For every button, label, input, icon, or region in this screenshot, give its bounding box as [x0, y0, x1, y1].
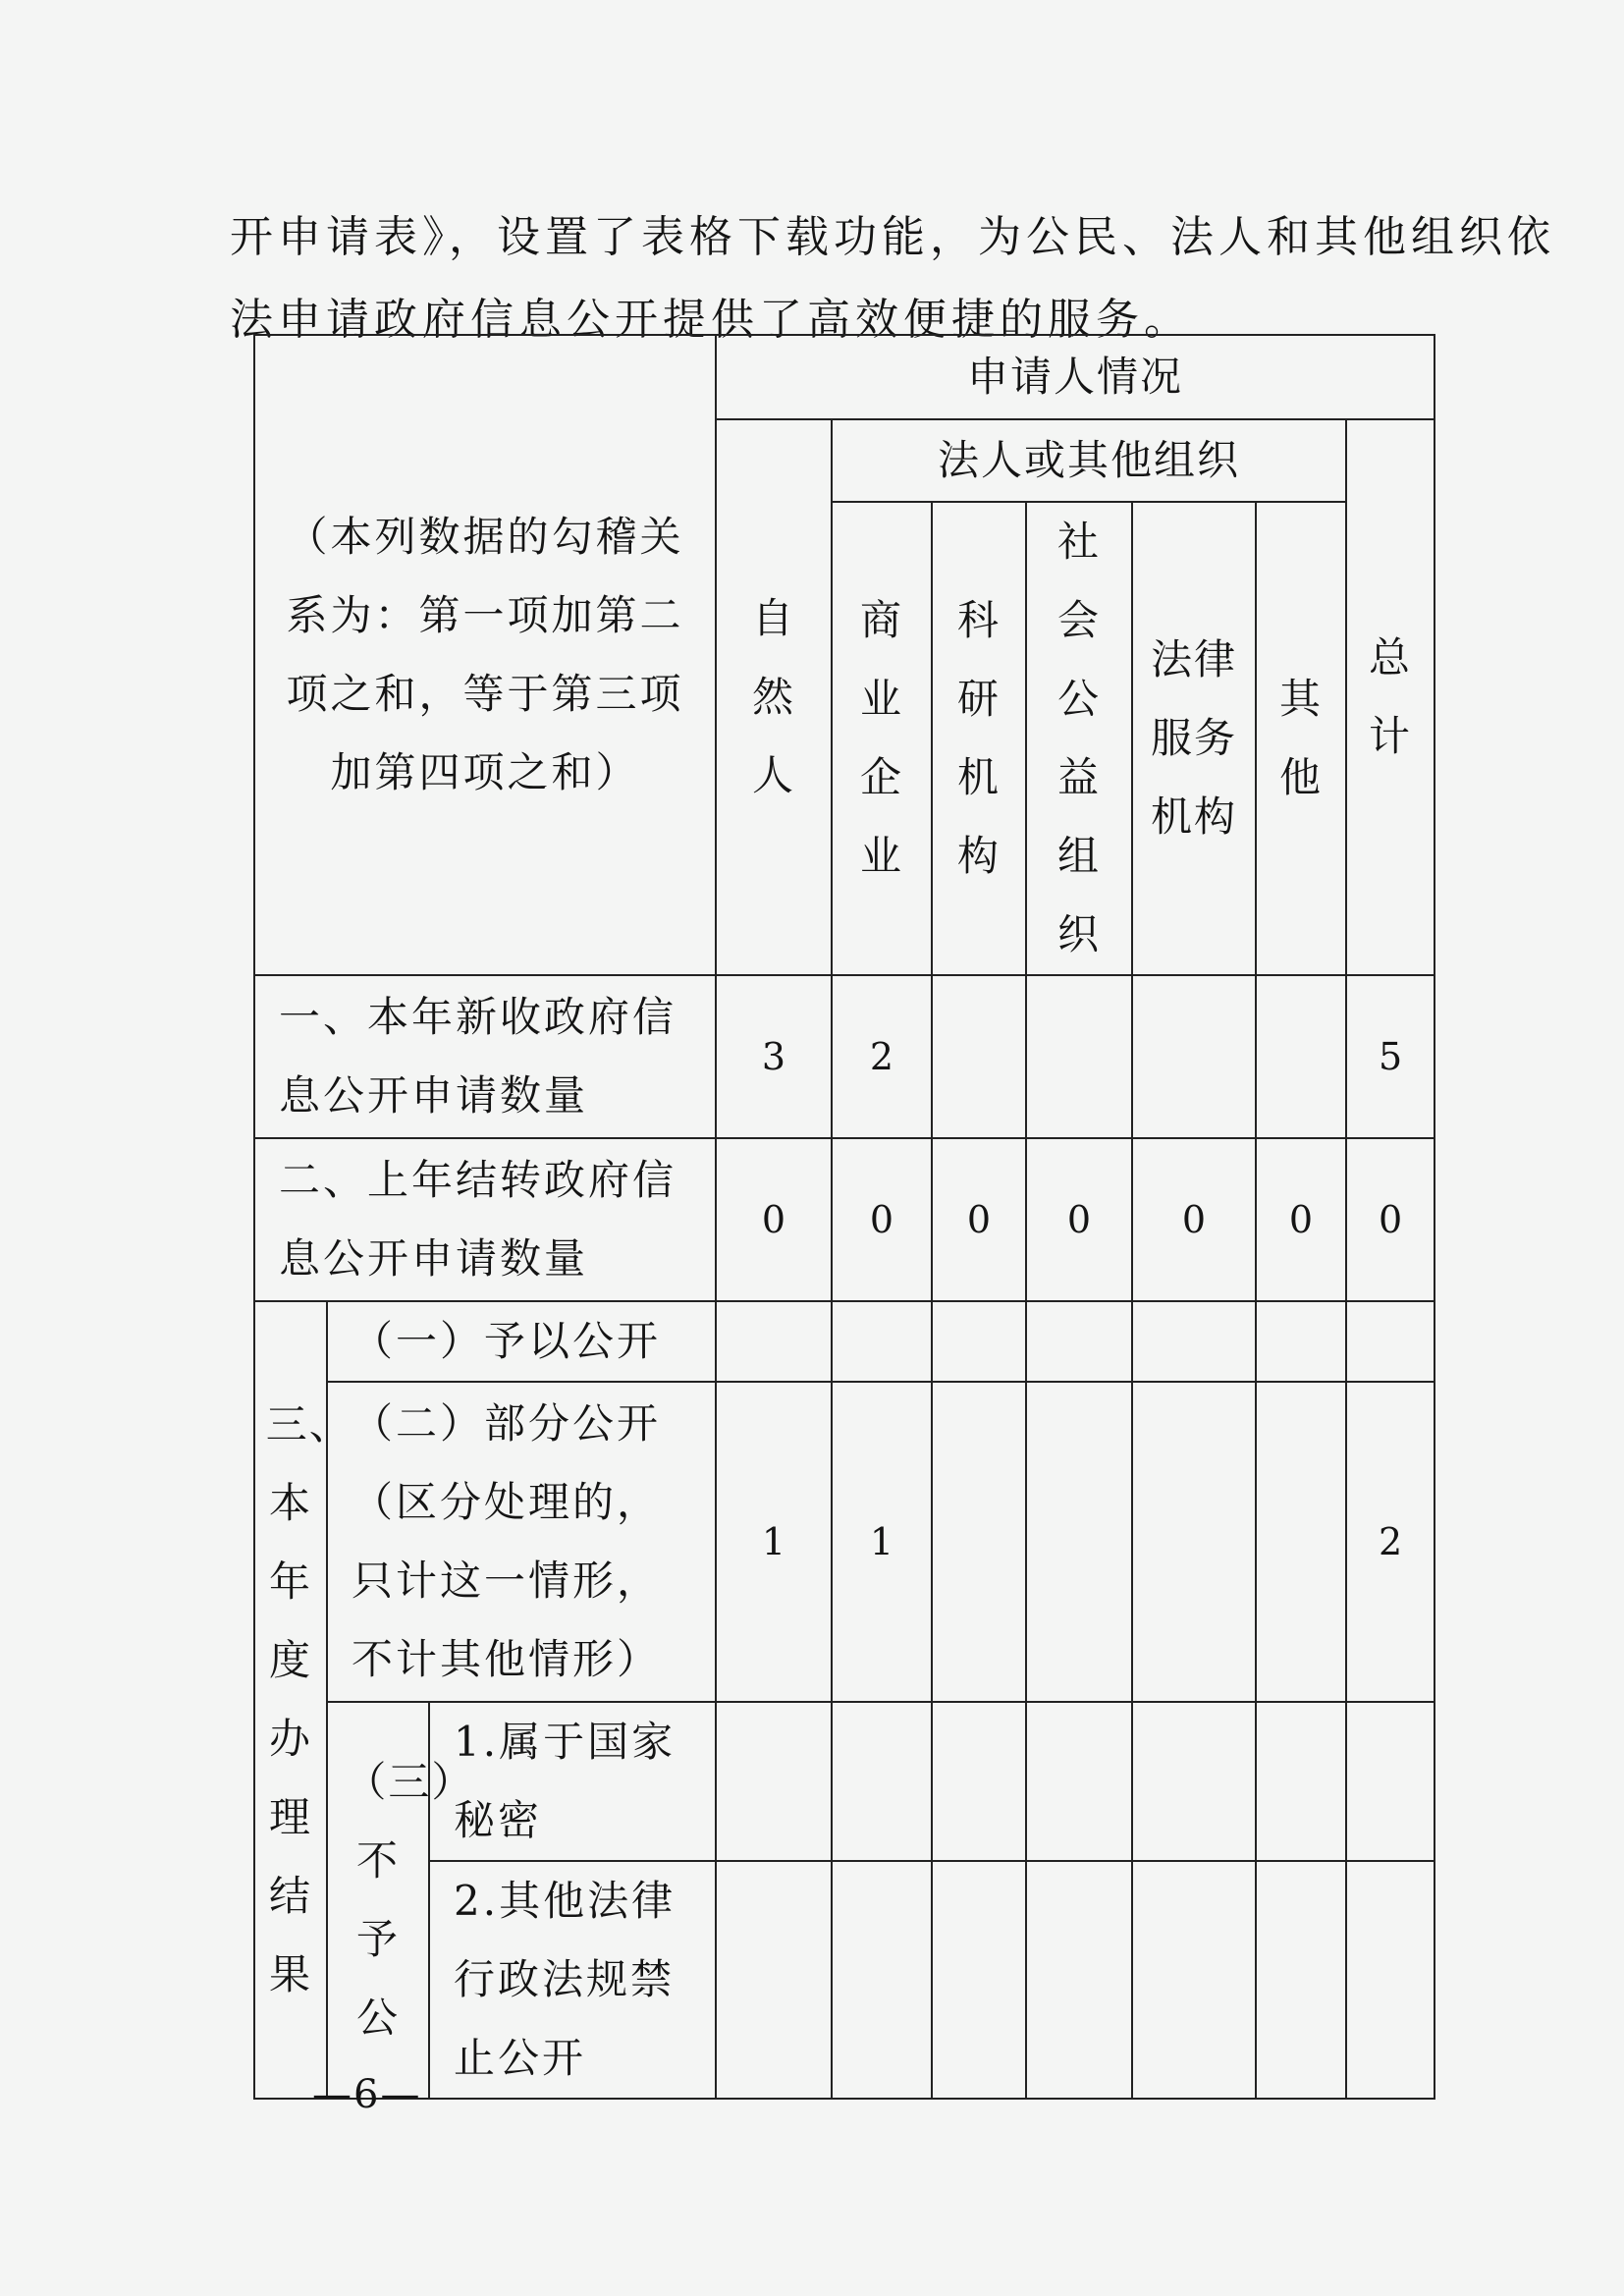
- header-natural-person: 自然人: [716, 419, 832, 975]
- table-cell: 1: [716, 1382, 832, 1702]
- table-cell: 0: [1132, 1138, 1256, 1301]
- statistics-table: [253, 334, 1435, 2100]
- row-label: 一、本年新收政府信息公开申请数量: [254, 975, 716, 1138]
- table-cell: [1346, 1301, 1435, 1382]
- table-cell: [1026, 975, 1132, 1138]
- section3-label: 三、本年度办理结果: [254, 1301, 327, 2099]
- table-cell: 0: [716, 1138, 832, 1301]
- table-cell: [1346, 1702, 1435, 1861]
- paragraph-line-2: 法申请政府信息公开提供了高效便捷的服务。: [230, 295, 1192, 345]
- table-cell: [832, 1702, 932, 1861]
- table-cell: 2: [832, 975, 932, 1138]
- table-row: [254, 1702, 1435, 1861]
- row-label: （一）予以公开: [327, 1301, 716, 1382]
- table-cell: [1132, 1301, 1256, 1382]
- table-row: [254, 1382, 1435, 1702]
- row-label: 二、上年结转政府信息公开申请数量: [254, 1138, 716, 1301]
- table-cell: [1026, 1382, 1132, 1702]
- table-row: [254, 1861, 1435, 2099]
- header-other: 其他: [1256, 502, 1346, 975]
- table-cell: [932, 1861, 1026, 2099]
- table-cell: [1026, 1301, 1132, 1382]
- table-cell: 5: [1346, 975, 1435, 1138]
- table-cell: 0: [1026, 1138, 1132, 1301]
- table-cell: [1132, 1382, 1256, 1702]
- table-cell: 0: [932, 1138, 1026, 1301]
- table-cell: 0: [832, 1138, 932, 1301]
- table-cell: [716, 1861, 832, 2099]
- table-cell: [932, 1301, 1026, 1382]
- table-cell: [1256, 1382, 1346, 1702]
- table-cell: 0: [1256, 1138, 1346, 1301]
- table-cell: [1026, 1861, 1132, 2099]
- table-cell: 3: [716, 975, 832, 1138]
- table-cell: [1256, 1861, 1346, 2099]
- table-cell: [716, 1702, 832, 1861]
- table-cell: [932, 1702, 1026, 1861]
- table-cell: [1132, 1702, 1256, 1861]
- table-cell: 1: [832, 1382, 932, 1702]
- table-cell: [1132, 975, 1256, 1138]
- table-cell: 2: [1346, 1382, 1435, 1702]
- header-research: 科研机构: [932, 502, 1026, 975]
- legal-group-header: 法人或其他组织: [832, 419, 1346, 502]
- header-total: 总计: [1346, 419, 1435, 975]
- row-label: （二）部分公开（区分处理的，只计这一情形，不计其他情形）: [327, 1382, 716, 1702]
- table-cell: [832, 1861, 932, 2099]
- row-label: 2.其他法律行政法规禁止公开: [429, 1861, 716, 2099]
- table-cell: 0: [1346, 1138, 1435, 1301]
- header-social-welfare: 社会公益组织: [1026, 502, 1132, 975]
- table-cell: [716, 1301, 832, 1382]
- table-cell: [1346, 1861, 1435, 2099]
- paragraph-line-1: 开申请表》，设置了表格下载功能，为公民、法人和其他组织依: [230, 212, 1555, 262]
- table-cell: [1256, 975, 1346, 1138]
- table-cell: [832, 1301, 932, 1382]
- header-commercial: 商业企业: [832, 502, 932, 975]
- table-cell: [932, 1382, 1026, 1702]
- row-label: 1.属于国家秘密: [429, 1702, 716, 1861]
- table-cell: [1132, 1861, 1256, 2099]
- table-cell: [1256, 1702, 1346, 1861]
- table-cell: [1256, 1301, 1346, 1382]
- table-row: [254, 975, 1435, 1138]
- table-description-cell: （本列数据的勾稽关系为：第一项加第二项之和，等于第三项加第四项之和）: [254, 335, 716, 975]
- table-row: [254, 1138, 1435, 1301]
- header-legal-service: 法律服务机构: [1132, 502, 1256, 975]
- table-cell: [1026, 1702, 1132, 1861]
- sub3-label: （三）不予公: [327, 1702, 429, 2099]
- table-cell: [932, 975, 1026, 1138]
- page-number: —6—: [312, 2072, 422, 2117]
- applicant-header: 申请人情况: [716, 335, 1435, 419]
- table-row: [254, 1301, 1435, 1382]
